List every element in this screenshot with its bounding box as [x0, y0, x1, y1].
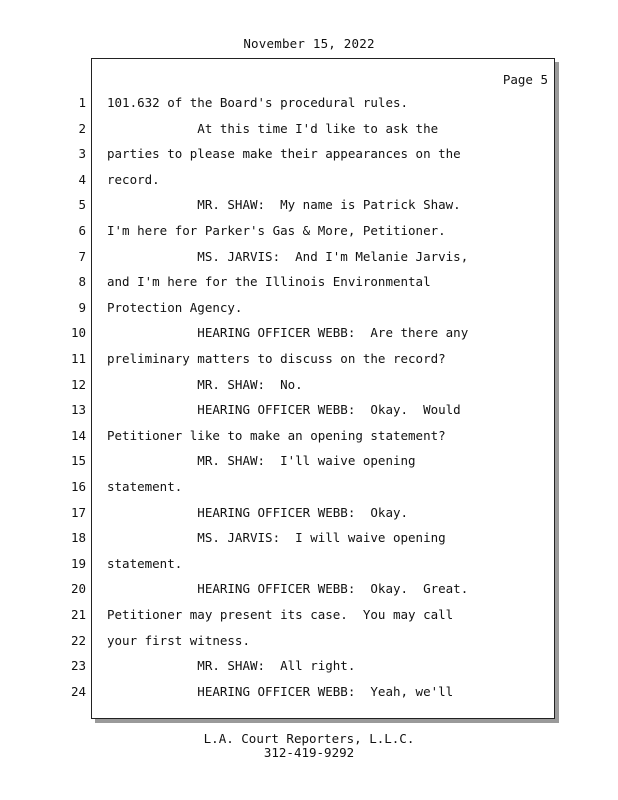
transcript-line: HEARING OFFICER WEBB: Okay. Would: [107, 402, 461, 418]
transcript-line: statement.: [107, 555, 183, 571]
line-number: 14: [70, 427, 86, 443]
transcript-line: statement.: [107, 479, 183, 494]
line-number: 4: [78, 171, 86, 187]
line-number: 1: [78, 95, 86, 110]
line-number: 21: [70, 607, 86, 622]
line-number: 22: [70, 632, 86, 648]
transcript-line: your first witness.: [107, 632, 250, 648]
transcript-line: MR. SHAW: I'll waive opening: [107, 453, 416, 469]
line-number: 2: [78, 120, 86, 136]
line-number: 8: [78, 274, 86, 290]
transcript-line: MR. SHAW: My name is Patrick Shaw.: [107, 197, 461, 213]
transcript-line: Petitioner may present its case. You may call: [107, 607, 454, 622]
court-reporter-company: L.A. Court Reporters, L.L.C.: [203, 731, 415, 746]
page-header-date: November 15, 2022: [243, 36, 375, 51]
line-number: 23: [70, 658, 86, 674]
transcript-line: I'm here for Parker's Gas & More, Petitioner.: [107, 223, 446, 238]
line-number: 18: [70, 530, 86, 546]
line-number: 17: [70, 504, 86, 520]
transcript-line: parties to please make their appearances on the: [107, 146, 461, 162]
transcript-line: HEARING OFFICER WEBB: Are there any: [107, 325, 469, 341]
transcript-line: MS. JARVIS: And I'm Melanie Jarvis,: [107, 248, 469, 264]
transcript-line: Petitioner like to make an opening statement?: [107, 427, 446, 443]
court-reporter-phone: 312-419-9292: [263, 745, 355, 760]
line-number: 13: [70, 402, 86, 418]
transcript-line: record.: [107, 171, 160, 187]
line-number: 20: [70, 581, 86, 597]
transcript-line: MR. SHAW: All right.: [107, 658, 356, 674]
line-number: 16: [70, 479, 86, 494]
transcript-line: HEARING OFFICER WEBB: Okay. Great.: [107, 581, 469, 597]
transcript-line: MS. JARVIS: I will waive opening: [107, 530, 446, 546]
line-number: 19: [70, 555, 86, 571]
page-footer: [0, 732, 618, 760]
line-number: 6: [78, 223, 86, 238]
transcript-line: HEARING OFFICER WEBB: Yeah, we'll: [107, 683, 454, 699]
page-number-label: Page 5: [502, 72, 548, 87]
transcript-line: MR. SHAW: No.: [107, 376, 303, 392]
line-number: 3: [78, 146, 86, 162]
line-number: 5: [78, 197, 86, 213]
line-number: 7: [78, 248, 86, 264]
line-number: 12: [70, 376, 86, 392]
transcript-line: and I'm here for the Illinois Environmental: [107, 274, 431, 290]
transcript-line: preliminary matters to discuss on the record?: [107, 351, 446, 366]
line-number: 24: [70, 683, 86, 699]
transcript-line: At this time I'd like to ask the: [107, 120, 439, 136]
line-number: 11: [70, 351, 86, 366]
line-number: 10: [70, 325, 86, 341]
transcript-line: 101.632 of the Board's procedural rules.: [107, 95, 409, 110]
transcript-line: Protection Agency.: [107, 299, 243, 315]
line-number: 9: [78, 299, 86, 315]
line-number: 15: [70, 453, 86, 469]
transcript-line: HEARING OFFICER WEBB: Okay.: [107, 504, 409, 520]
